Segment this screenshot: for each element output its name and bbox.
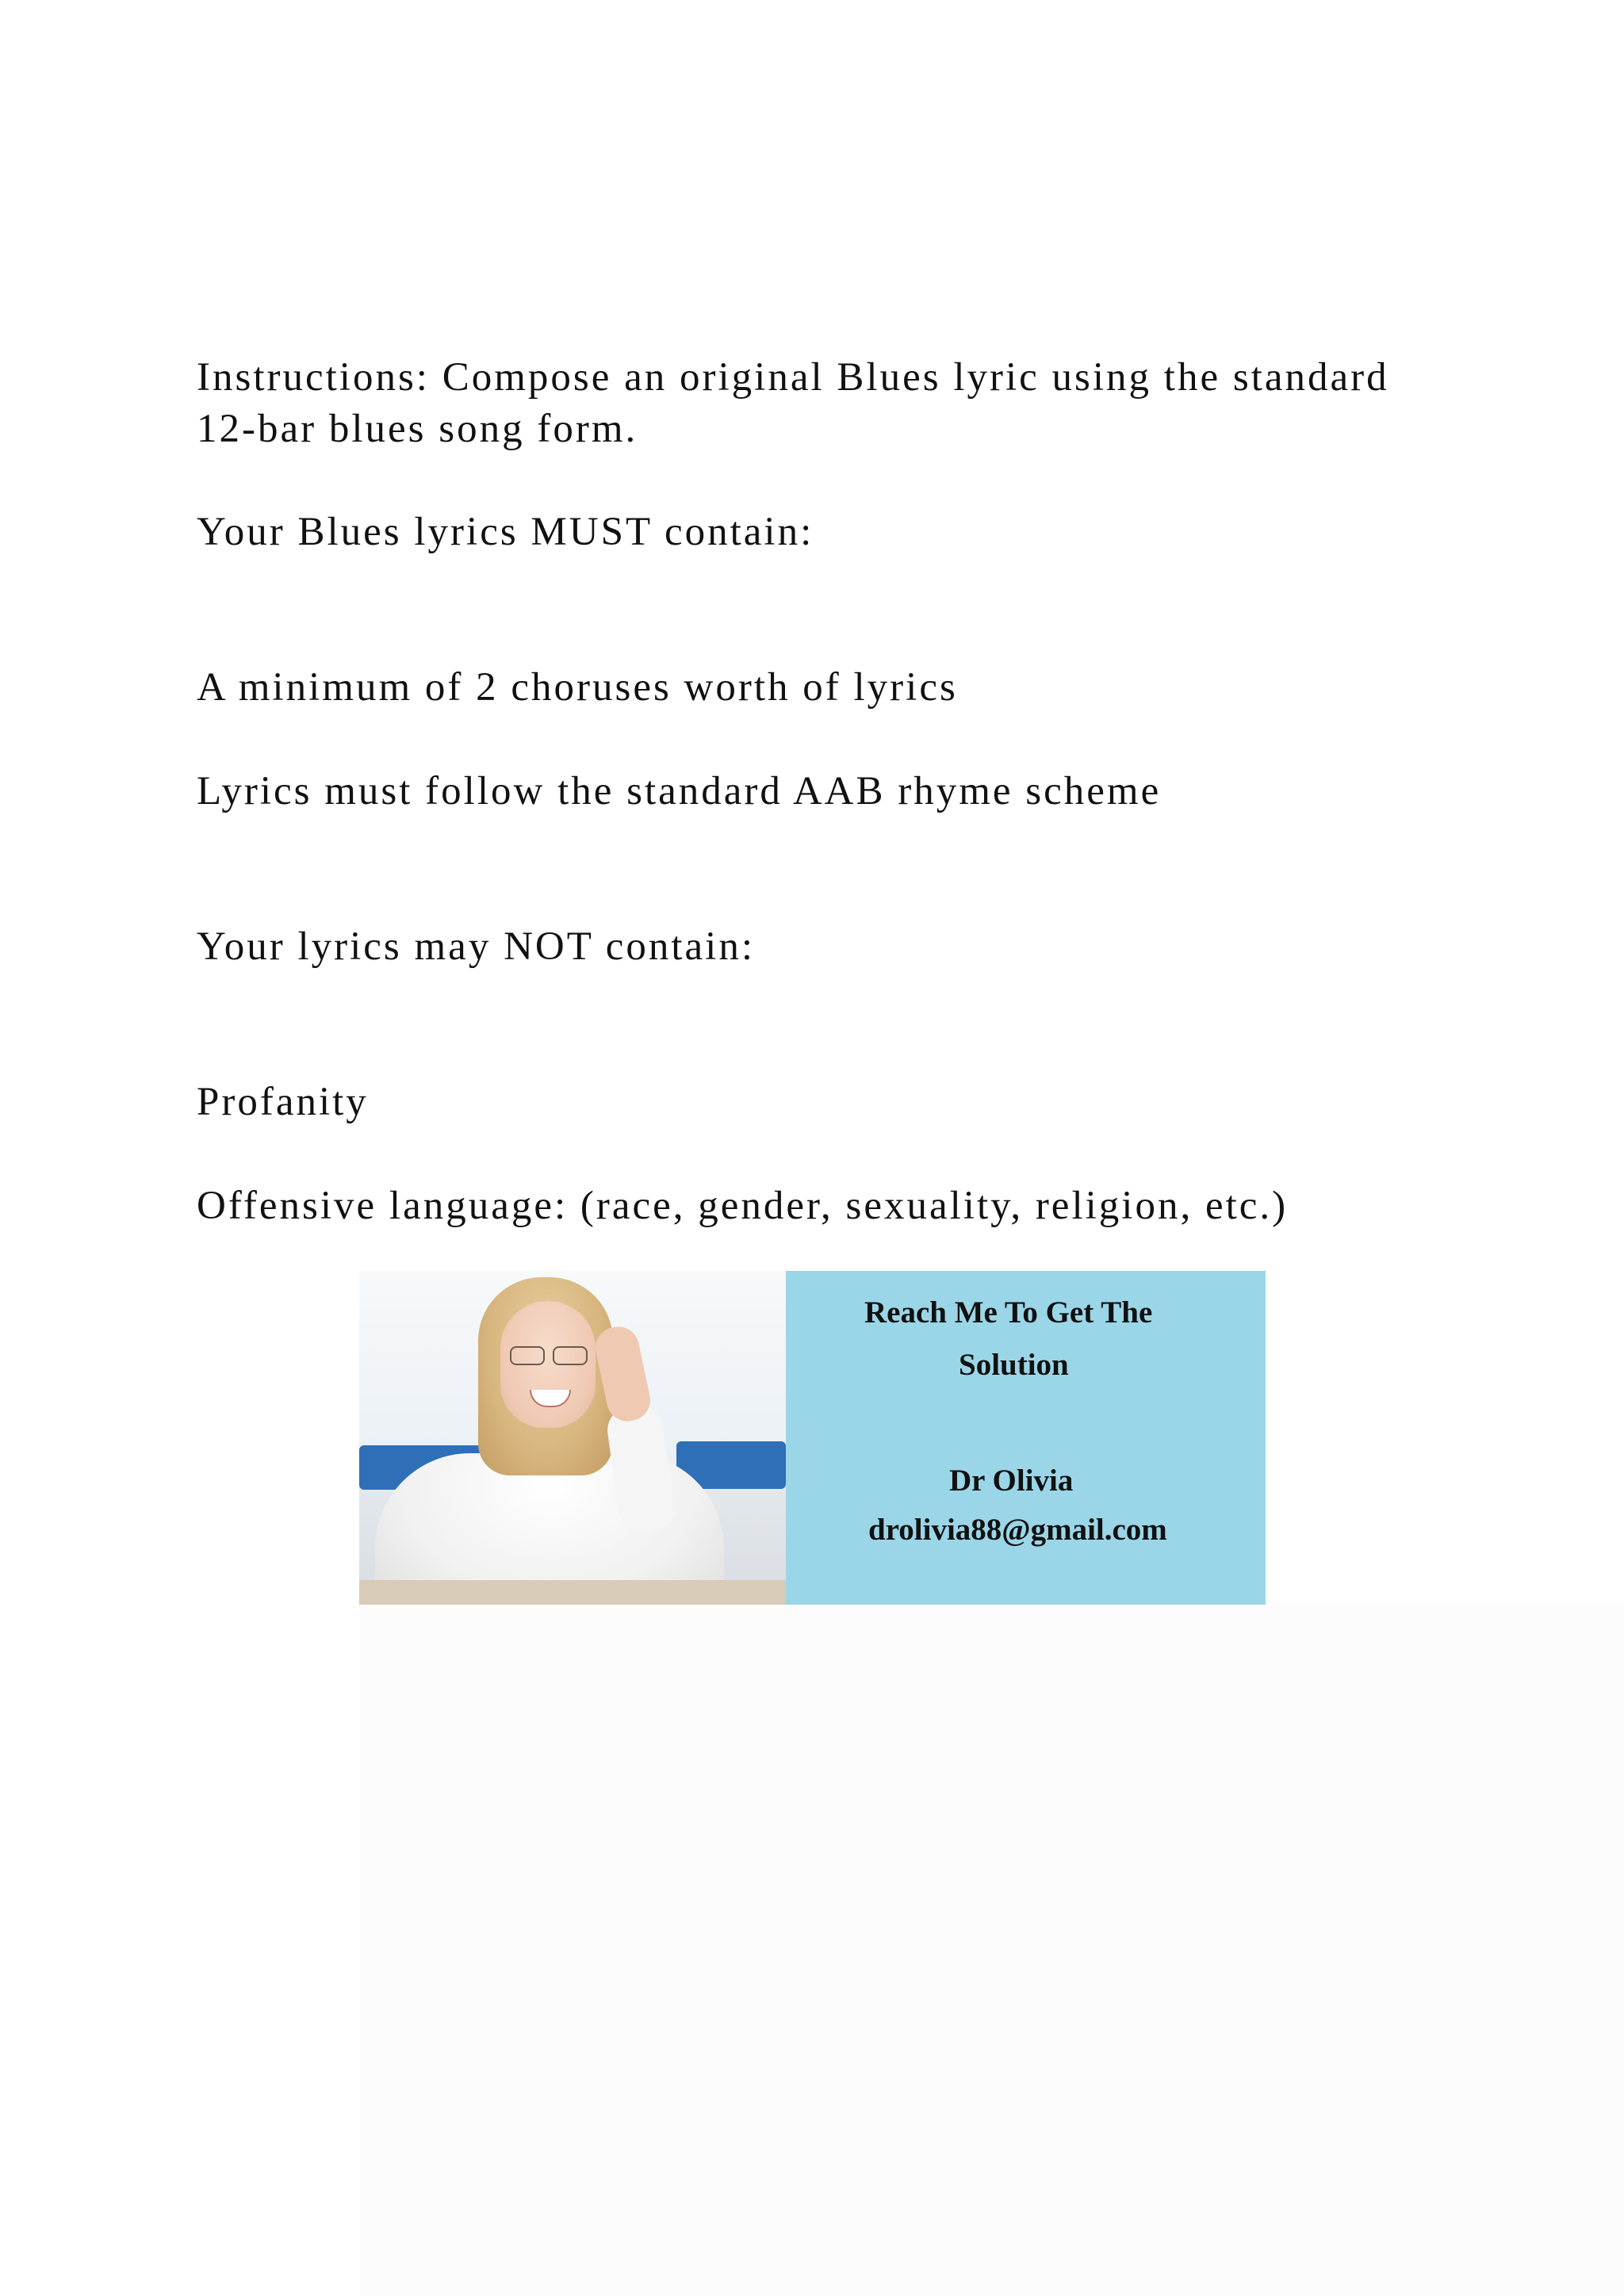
contact-card xyxy=(786,1271,1266,1605)
lower-blank-panel xyxy=(360,1604,1624,2296)
card-contact-name: Dr Olivia xyxy=(949,1464,1074,1498)
instructions-line-2: 12-bar blues song form. xyxy=(197,407,638,451)
card-contact-email: drolivia88@gmail.com xyxy=(868,1513,1167,1547)
requirement-rhyme-scheme: Lyrics must follow the standard AAB rhyme scheme xyxy=(197,769,1162,813)
contact-banner xyxy=(359,1271,1266,1605)
restriction-offensive-language: Offensive language: (race, gender, sexuality, religion, etc.) xyxy=(197,1184,1289,1228)
must-contain-heading: Your Blues lyrics MUST contain: xyxy=(197,510,814,554)
card-headline-line-2: Solution xyxy=(959,1348,1069,1382)
woman-photo xyxy=(359,1271,786,1605)
requirement-choruses: A minimum of 2 choruses worth of lyrics xyxy=(197,665,958,710)
restriction-profanity: Profanity xyxy=(197,1080,369,1124)
may-not-contain-heading: Your lyrics may NOT contain: xyxy=(197,924,755,969)
instructions-line-1: Instructions: Compose an original Blues lyric using the standard xyxy=(197,355,1389,400)
card-headline-line-1: Reach Me To Get The xyxy=(864,1295,1153,1330)
